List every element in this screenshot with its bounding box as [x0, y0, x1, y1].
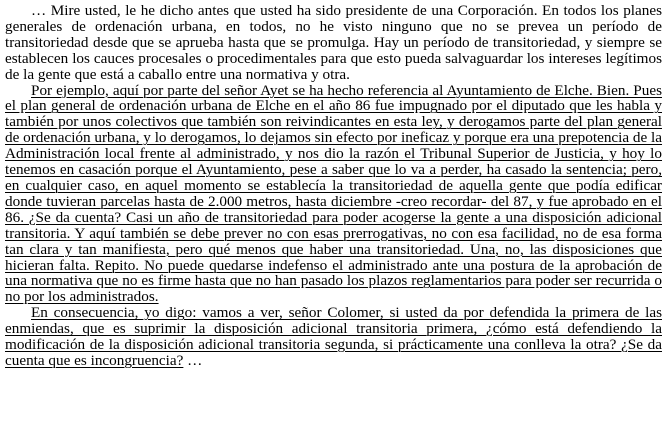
paragraph-1	[5, 3, 662, 83]
paragraph-3-trailing-ellipsis: …	[183, 351, 203, 369]
paragraph-3	[5, 305, 662, 369]
paragraph-1-text: … Mire usted, le he dicho antes que usted ha sido presidente de una Corporación. En todos los planes generales de ordenación urbana, en todos, no he visto ninguno que no se prevea un período de transitoriedad desde que se aprueba hasta que se promulga. Hay un período de transitoriedad, y siempre se establecen los cauces procesales o procedimentales para que esto pueda salvaguardar los intereses legítimos de la gente que está a caballo entre una normativa y otra.	[5, 2, 662, 83]
paragraph-3-underlined-text: En consecuencia, yo digo: vamos a ver, señor Colomer, si usted da por defendida la primera de las enmiendas, que es suprimir la disposición adicional transitoria primera, ¿cómo está defendiendo la modificación de la disposición adicional transitoria segunda, si prácticamente una conlleva la otra? ¿Se da cuenta que es incongruencia?	[5, 304, 662, 369]
paragraph-2-underlined-text: Por ejemplo, aquí por parte del señor Ayet se ha hecho referencia al Ayuntamiento de Elche. Bien. Pues el plan general de ordenación urbana de Elche en el año 86 fue impugnado por el diputado que les habla y también por unos colectivos que también son reivindicantes en esta ley, y derogamos parte del plan general de ordenación urbana, y lo derogamos, lo dejamos sin efecto por ineficaz y porque era una prepotencia de la Administración local frente al administrado, y nos dio la razón el Tribunal Superior de Justicia, y hoy lo tenemos en casación porque el Ayuntamiento, pese a saber que lo va a perder, ha casado la sentencia; pero, en cualquier caso, en aquel momento se establecía la transitoriedad de aquella gente que podía edificar donde tuvieran parcelas hasta de 2.000 metros, hasta diciembre -creo recordar- del 87, y fue aprobado en el 86. ¿Se da cuenta? Casi un año de transitoriedad para poder acogerse la gente a una disposición adicional transitoria. Y aquí también se debe prever no con esas prerrogativas, no con esa facilidad, no de esa forma tan clara y tan manifiesta, pero qué menos que haber una transitoriedad. Una, no, las disposiciones que hicieran falta. Repito. No puede quedarse indefenso el administrado ante una postura de la aprobación de una normativa que no es firme hasta que no han pasado los plazos reglamentarios para poder ser recurrida o no por los administrados.	[5, 81, 663, 306]
paragraph-2	[5, 83, 662, 306]
